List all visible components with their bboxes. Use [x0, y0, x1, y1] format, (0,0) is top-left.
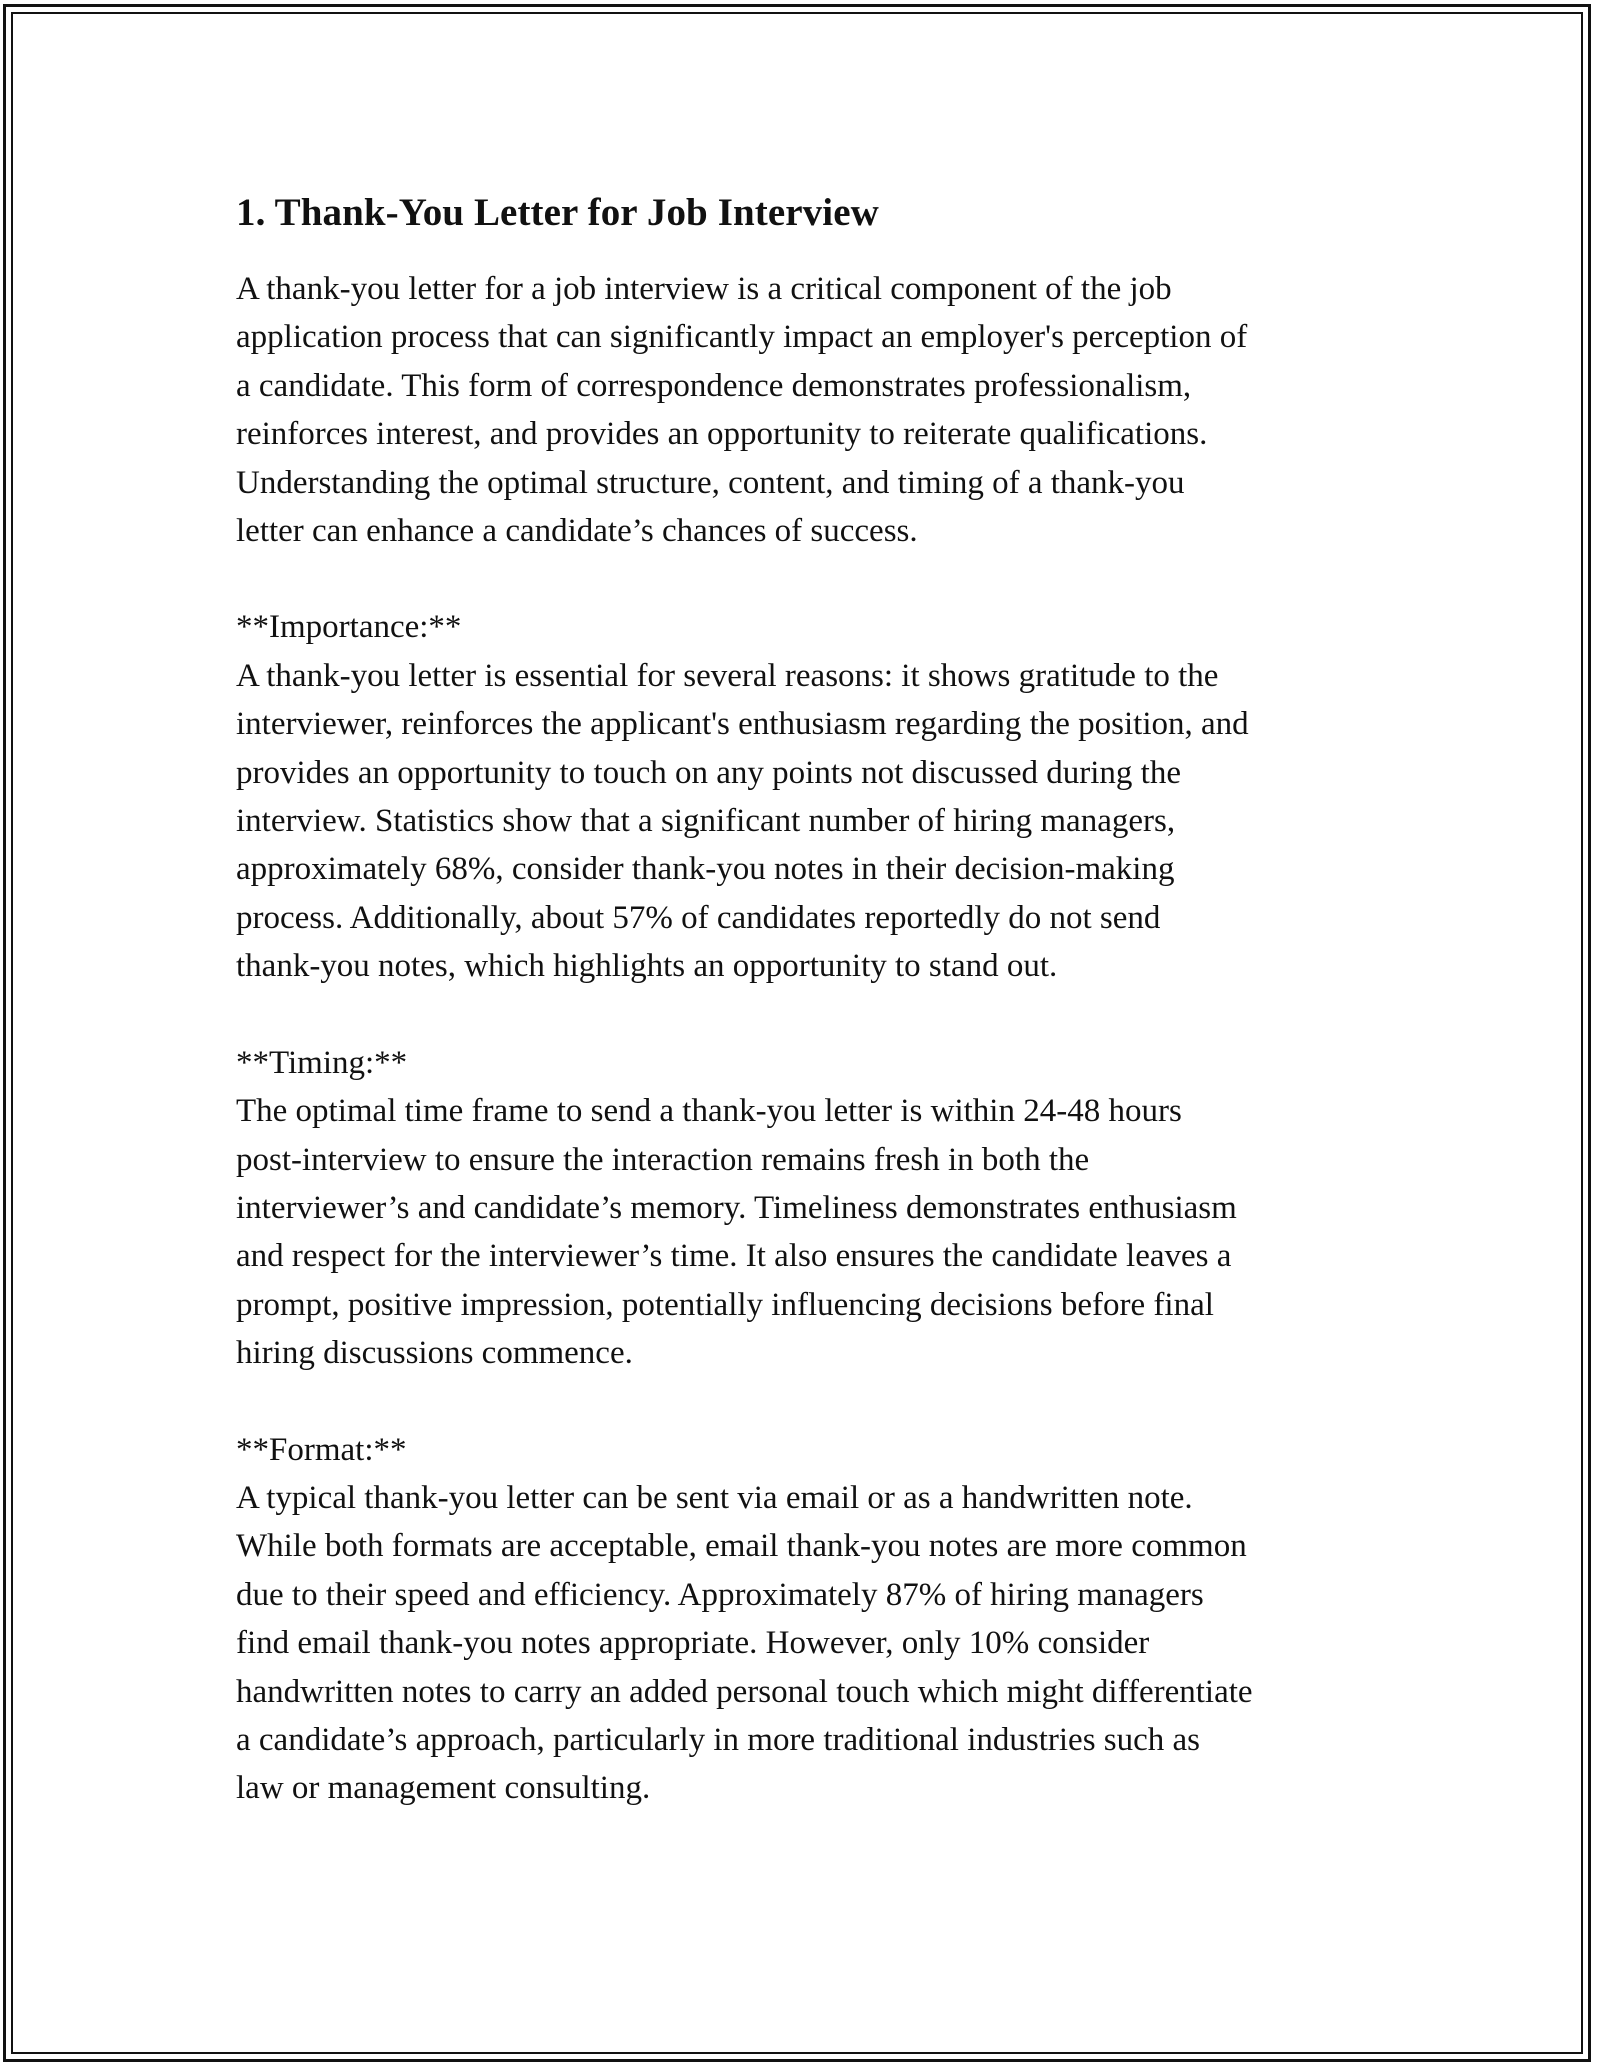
section-body-format: A typical thank-you letter can be sent via email or as a handwritten note. While both formats are acceptable, email thank-you notes are more common due to their speed and efficiency. Approximately 87% of hiring managers find email thank-you notes appropriate. However, only 10% consider handwritten notes to carry an added personal touch which might differentiate a candidate’s approach, particularly in more traditional industries such as law or management consulting.: [236, 1479, 1253, 1807]
section-heading-format: **Format:**: [236, 1431, 407, 1468]
intro-paragraph: A thank-you letter for a job interview is a critical component of the job application process that can significantly impact an employer's perception of a candidate. This form of correspondence demonstrates professionalism, reinforces interest, and provides an opportunity to reiterate qualifications. Understanding the optimal structure, content, and timing of a thank-you letter can enhance a candidate’s chances of success.: [236, 271, 1248, 550]
section-format: [236, 1426, 1376, 1813]
section-body-timing: The optimal time frame to send a thank-you letter is within 24-48 hours post-interview to ensure the interaction remains fresh in both the interviewer’s and candidate’s memory. Timeliness demonstrates enthusiasm and respect for the interviewer’s time. It also ensures the candidate leaves a prompt, positive impression, potentially influencing decisions before final hiring discussions commence.: [236, 1093, 1237, 1372]
section-heading-timing: **Timing:**: [236, 1044, 408, 1081]
section-timing: [236, 1039, 1376, 1378]
section-heading-importance: **Importance:**: [236, 609, 462, 646]
document-content: [236, 188, 1376, 1813]
section-importance: [236, 603, 1376, 990]
document-title: 1. Thank-You Letter for Job Interview: [236, 191, 879, 234]
section-body-importance: A thank-you letter is essential for several reasons: it shows gratitude to the interviewer, reinforces the applicant's enthusiasm regarding the position, and provides an opportunity to touch on any points not discussed during the interview. Statistics show that a significant number of hiring managers, approximately 68%, consider thank-you notes in their decision-making process. Additionally, about 57% of candidates reportedly do not send thank-you notes, which highlights an opportunity to stand out.: [236, 657, 1249, 985]
